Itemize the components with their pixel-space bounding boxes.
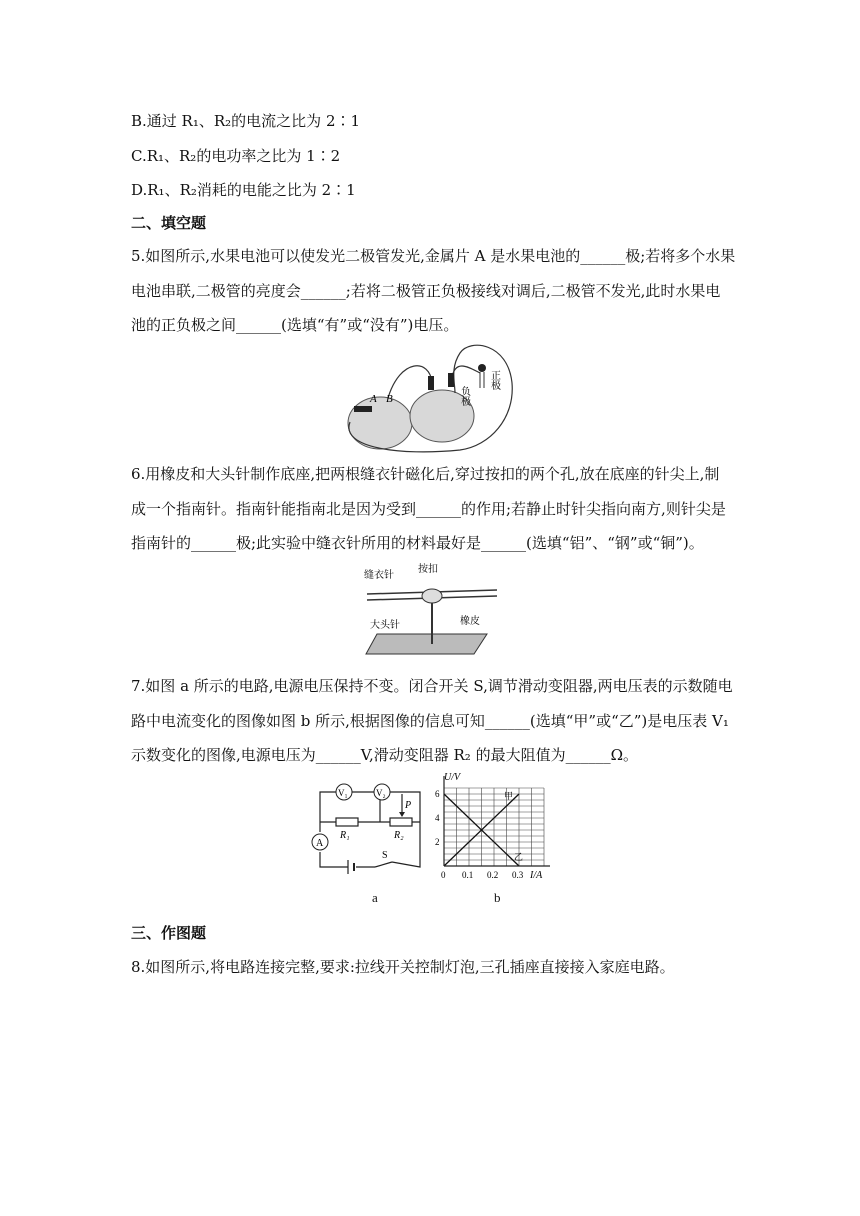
snap-button bbox=[422, 589, 442, 603]
section-fill-in-title: 二、填空题 bbox=[131, 214, 207, 232]
q5-line-1: 5.如图所示,水果电池可以使发光二极管发光,金属片 A 是水果电池的______极;若将多个水果 bbox=[131, 247, 736, 265]
label-r2: R₂ bbox=[394, 830, 404, 841]
q7-line-3: 示数变化的图像,电源电压为______V,滑动变阻器 R₂ 的最大阻值为______Ω。 bbox=[131, 746, 639, 764]
fruit-battery-figure bbox=[340, 338, 520, 458]
x-tick-label: 0.3 bbox=[512, 870, 524, 880]
eraser-base bbox=[366, 634, 487, 654]
caption-a: a bbox=[372, 890, 378, 905]
compass-figure bbox=[362, 562, 502, 662]
q6-line-1: 6.用橡皮和大头针制作底座,把两根缝衣针磁化后,穿过按扣的两个孔,放在底座的针尖上,制 bbox=[131, 465, 720, 483]
caption-b: b bbox=[494, 890, 501, 905]
label-button: 按扣 bbox=[418, 564, 438, 575]
option-d: D.R₁、R₂消耗的电能之比为 2∶1 bbox=[131, 181, 356, 199]
label-b: B bbox=[386, 393, 393, 405]
svg-text:A: A bbox=[316, 838, 324, 849]
chart-series bbox=[444, 791, 523, 866]
y-tick-label: 6 bbox=[435, 789, 440, 799]
label-pos: 正极 bbox=[488, 370, 500, 390]
x-tick-label: 0 bbox=[441, 870, 446, 880]
x-axis-label: I/A bbox=[530, 870, 543, 880]
label-needle: 缝衣针 bbox=[364, 570, 394, 581]
q8-line-1: 8.如图所示,将电路连接完整,要求:拉线开关控制灯泡,三孔插座直接接入家庭电路。 bbox=[131, 958, 675, 976]
lemon-left bbox=[348, 397, 412, 449]
q6-line-2: 成一个指南针。指南针能指南北是因为受到______的作用;若静止时针尖指向南方,则针尖是 bbox=[131, 500, 726, 518]
series-label-1: 甲 bbox=[504, 790, 514, 801]
x-tick-label: 0.2 bbox=[487, 870, 499, 880]
label-s: S bbox=[382, 850, 388, 861]
q6-line-3: 指南针的______极;此实验中缝衣针所用的材料最好是______(选填“铝”、“钢”或“铜”)。 bbox=[131, 534, 704, 552]
label-neg: 负极 bbox=[458, 386, 470, 406]
x-tick-label: 0.1 bbox=[462, 870, 474, 880]
y-tick-label: 2 bbox=[435, 837, 440, 847]
chart-grid bbox=[444, 788, 544, 866]
led bbox=[478, 364, 486, 372]
option-b: B.通过 R₁、R₂的电流之比为 2∶1 bbox=[131, 112, 361, 130]
q7-line-1: 7.如图 a 所示的电路,电源电压保持不变。闭合开关 S,调节滑动变阻器,两电压表的示数随电 bbox=[131, 677, 733, 695]
svg-text:V₂: V₂ bbox=[376, 788, 386, 798]
label-p: P bbox=[405, 800, 412, 811]
q7-line-2: 路中电流变化的图像如图 b 所示,根据图像的信息可知______(选填“甲”或“乙”)是电压表 V₁ bbox=[131, 712, 729, 730]
circuit-figure bbox=[310, 772, 432, 880]
u-i-chart bbox=[432, 772, 556, 880]
series-label-2: 乙 bbox=[514, 852, 524, 862]
section-drawing-title: 三、作图题 bbox=[131, 924, 207, 942]
label-a: A bbox=[370, 393, 377, 405]
label-pin: 大头针 bbox=[370, 620, 400, 631]
clip-a bbox=[354, 406, 372, 412]
q5-line-3: 池的正负极之间______(选填“有”或“没有”)电压。 bbox=[131, 316, 459, 334]
svg-text:V₁: V₁ bbox=[338, 788, 348, 798]
y-tick-label: 4 bbox=[435, 813, 440, 823]
option-c: C.R₁、R₂的电功率之比为 1∶2 bbox=[131, 147, 341, 165]
label-r1: R₁ bbox=[340, 830, 350, 841]
label-eraser: 橡皮 bbox=[460, 616, 480, 627]
q5-line-2: 电池串联,二极管的亮度会______;若将二极管正负极接线对调后,二极管不发光,此时水果电 bbox=[131, 282, 721, 300]
y-axis-label: U/V bbox=[444, 772, 461, 783]
